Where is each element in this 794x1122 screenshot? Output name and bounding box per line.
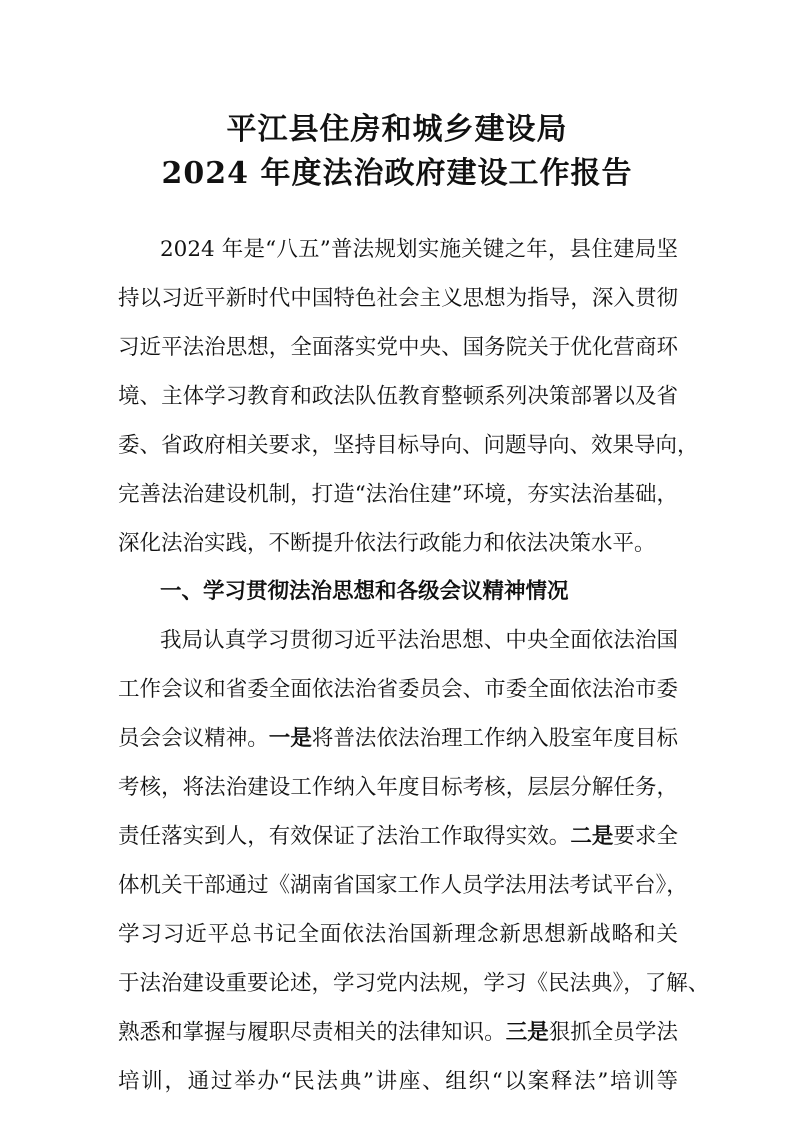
section1-line-2: 工作会议和省委全面依法治省委员会、市委全面依法治市委 [118,677,678,702]
emphasis-third: 三是 [505,1020,549,1045]
text-run: 员会会议精神。 [118,726,269,751]
text-run: 熟悉和掌握与履职尽责相关的法律知识。 [118,1020,506,1045]
intro-line-2: 持以习近平新时代中国特色社会主义思想为指导，深入贯彻 [118,286,678,311]
intro-line-3: 习近平法治思想，全面落实党中央、国务院关于优化营商环 [118,335,678,360]
section1-line-9 [118,1019,678,1047]
section1-line-8: 于法治建设重要论述，学习党内法规，学习《民法典》，了解、 [118,971,710,996]
document-title-line2: 2024 年度法治政府建设工作报告 [161,156,633,191]
emphasis-first: 一是 [268,726,312,751]
section1-line-5 [118,823,678,851]
section1-heading: 一、学习贯彻法治思想和各级会议精神情况 [160,579,569,604]
section1-line-3 [118,725,678,753]
document-title-line1: 平江县住房和城乡建设局 [226,112,568,147]
text-run: 要求全 [613,824,678,849]
text-run: 责任落实到人，有效保证了法治工作取得实效。 [118,824,571,849]
section1-line-4: 考核，将法治建设工作纳入年度目标考核，层层分解任务， [118,775,678,800]
intro-line-6: 完善法治建设机制，打造“法治住建”环境，夯实法治基础， [118,482,678,507]
section1-line-7: 学习习近平总书记全面依法治国新理念新思想新战略和关 [118,922,678,947]
intro-line-5: 委、省政府相关要求，坚持目标导向、问题导向、效果导向， [118,433,699,458]
section1-line-6: 体机关干部通过《湖南省国家工作人员学法用法考试平台》， [118,873,688,898]
intro-line-7: 深化法治实践，不断提升依法行政能力和依法决策水平。 [118,531,656,556]
section1-line-1: 我局认真学习贯彻习近平法治思想、中央全面依法治国 [160,628,678,653]
section1-line-10: 培训，通过举办“民法典”讲座、组织“以案释法”培训等 [118,1069,678,1094]
intro-line-1: 2024 年是“八五”普法规划实施关键之年，县住建局坚 [160,237,678,262]
emphasis-second: 二是 [570,824,614,849]
text-run: 将普法依法治理工作纳入股室年度目标 [311,726,678,751]
intro-line-4: 境、主体学习教育和政法队伍教育整顿系列决策部署以及省 [118,384,678,409]
text-run: 狠抓全员学法 [548,1020,678,1045]
